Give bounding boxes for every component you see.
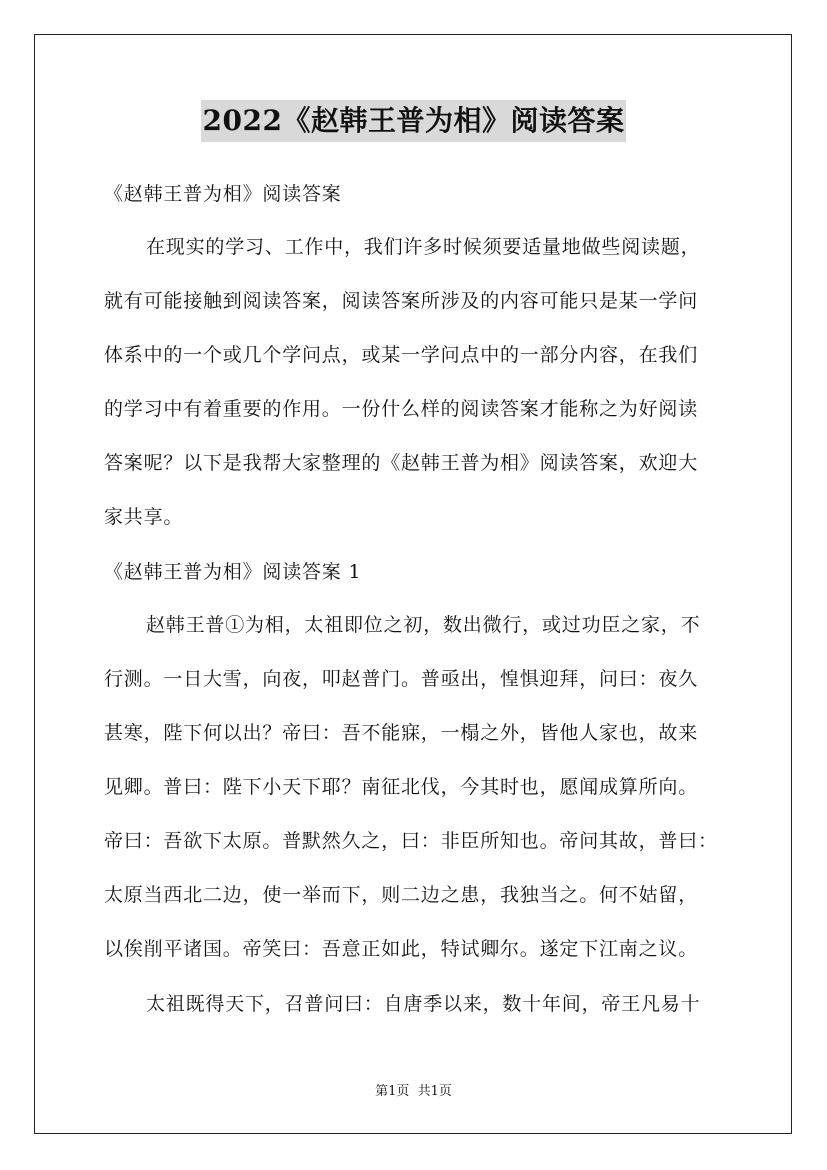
passage-line: 太祖既得天下，召普问曰：自唐季以来，数十年间，帝王凡易十	[146, 993, 701, 1015]
section-heading: 《赵韩王普为相》阅读答案 1	[104, 561, 362, 583]
intro-line: 体系中的一个或几个学问点，或某一学问点中的一部分内容，在我们	[104, 344, 699, 366]
page-total: 共1页	[417, 1084, 452, 1099]
passage-line: 赵韩王普①为相，太祖即位之初，数出微行，或过功臣之家，不	[146, 614, 701, 636]
passage-line: 甚寒，陛下何以出？帝曰：吾不能寐，一榻之外，皆他人家也，故来	[104, 722, 699, 744]
intro-line: 家共享。	[104, 506, 184, 528]
intro-line: 在现实的学习、工作中，我们许多时候须要适量地做些阅读题，	[146, 236, 701, 258]
passage-line: 太原当西北二边，使一举而下，则二边之患，我独当之。何不姑留，	[104, 884, 699, 906]
intro-line: 就有可能接触到阅读答案，阅读答案所涉及的内容可能只是某一学问	[104, 290, 699, 312]
passage-line: 行测。一日大雪，向夜，叩赵普门。普亟出，惶惧迎拜，问曰：夜久	[104, 668, 699, 690]
intro-line: 的学习中有着重要的作用。一份什么样的阅读答案才能称之为好阅读	[104, 398, 699, 420]
title-container	[0, 100, 827, 142]
page-number: 第1页	[375, 1084, 410, 1099]
passage-line: 见卿。普曰：陛下小天下耶？南征北伐，今其时也，愿闻成算所向。	[104, 776, 699, 798]
page-footer	[0, 1083, 827, 1101]
intro-line: 答案呢？以下是我帮大家整理的《赵韩王普为相》阅读答案，欢迎大	[104, 452, 699, 474]
subtitle: 《赵韩王普为相》阅读答案	[104, 183, 342, 205]
document-title: 2022《赵韩王普为相》阅读答案	[201, 100, 627, 142]
passage-line: 以俟削平诸国。帝笑曰：吾意正如此，特试卿尔。遂定下江南之议。	[104, 938, 699, 960]
passage-line: 帝曰：吾欲下太原。普默然久之，曰：非臣所知也。帝问其故，普曰：	[104, 830, 718, 852]
